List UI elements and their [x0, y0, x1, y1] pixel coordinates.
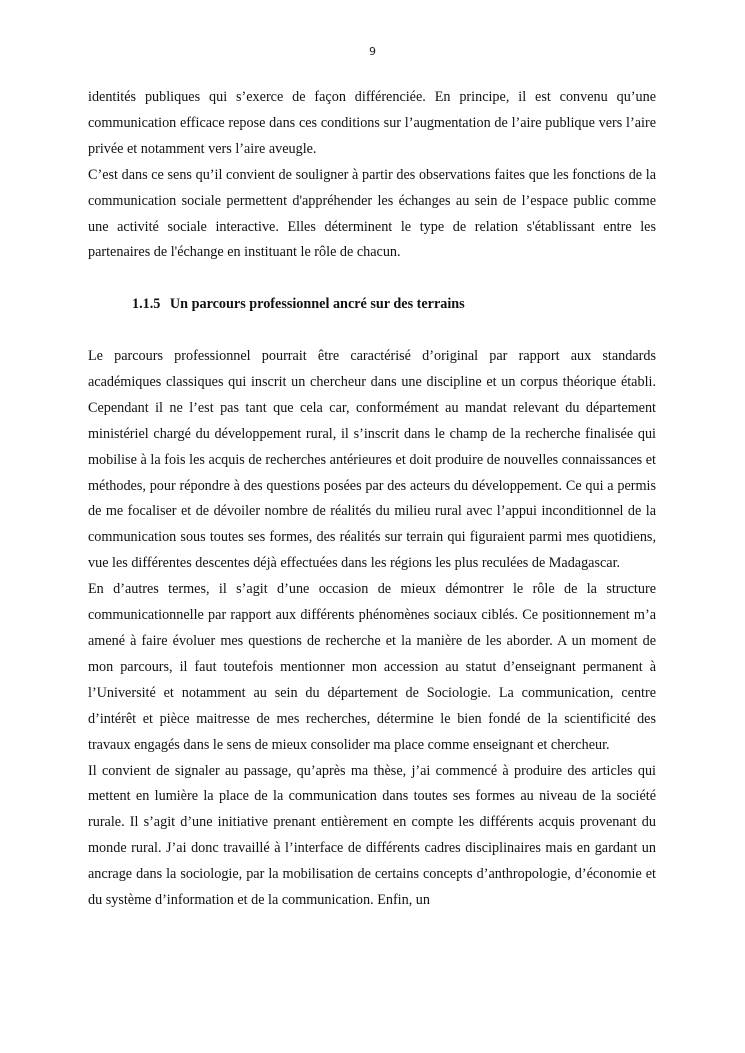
paragraph-articles-apres-these: Il convient de signaler au passage, qu’après ma thèse, j’ai commencé à produire des articles qui mettent en lumière la place de la communication dans toutes ses formes au niveau de la société rurale. Il s’agit d’une initiative prenant entièrement en compte les différents acquis provenant du monde rural. J’ai donc travaillé à l’interface de différents cadres disciplinaires mais en gardant un ancrage dans la sociologie, par la mobilisation de certains concepts d’anthropologie, d’économie et du système d’information et de la communication. Enfin, un — [88, 762, 656, 909]
paragraph-parcours-professionnel: Le parcours professionnel pourrait être caractérisé d’original par rapport aux standards académiques classiques qui inscrit un chercheur dans une discipline et un corpus théorique établi. Cependant il ne l’est pas tant que cela car, conformément au mandat relevant du département ministériel chargé du développement rural, il s’inscrit dans le champ de la recherche finalisée qui mobilise à la fois les acquis de recherches antérieures et doit produire de nouvelles connaissances et méthodes, pour répondre à des questions posées par des acteurs du développement. Ce qui a permis de me focaliser et de dévoiler nombre de réalités du milieu rural avec l’appui inconditionnel de la communication sous toutes ses formes, des réalités sur terrain qui figuraient parmi mes quotidiens, vue les différentes descentes déjà effectuées dans les régions les plus reculées de Madagascar. — [88, 348, 656, 572]
paragraph-communication-sociale: C’est dans ce sens qu’il convient de souligner à partir des observations faites que les fonctions de la communication sociale permettent d'appréhender les échanges au sein de l’espace public comme une activité sociale interactive. Elles déterminent le type de relation s'établissant entre les partenaires de l'échange en instituant le rôle de chacun. — [88, 166, 656, 261]
spacer — [88, 266, 656, 292]
document-body — [88, 85, 656, 914]
section-number: 1.1.5 — [132, 296, 161, 313]
section-title: Un parcours professionnel ancré sur des terrains — [169, 296, 465, 313]
page-number: 9 — [369, 45, 376, 58]
paragraph-aire-publique: identités publiques qui s’exerce de façon différenciée. En principe, il est convenu qu’une communication efficace repose dans ces conditions sur l’augmentation de l’aire publique vers l’aire privée et notamment vers l’aire aveugle. — [88, 89, 656, 157]
spacer — [88, 318, 656, 344]
section-heading — [88, 292, 656, 318]
paragraph-structure-communicationnelle: En d’autres termes, il s’agit d’une occasion de mieux démontrer le rôle de la structure communicationnelle par rapport aux différents phénomènes sociaux ciblés. Ce positionnement m’a amené à faire évoluer mes questions de recherche et la manière de les aborder. A un moment de mon parcours, il faut toutefois mentionner mon accession au statut d’enseignant permanent à l’Université et notamment au sein du département de Sociologie. La communication, centre d’intérêt et pièce maitresse de mes recherches, détermine le bien fondé de la scientificité des travaux engagés dans le sens de mieux consolider ma place comme enseignant et chercheur. — [88, 581, 656, 753]
